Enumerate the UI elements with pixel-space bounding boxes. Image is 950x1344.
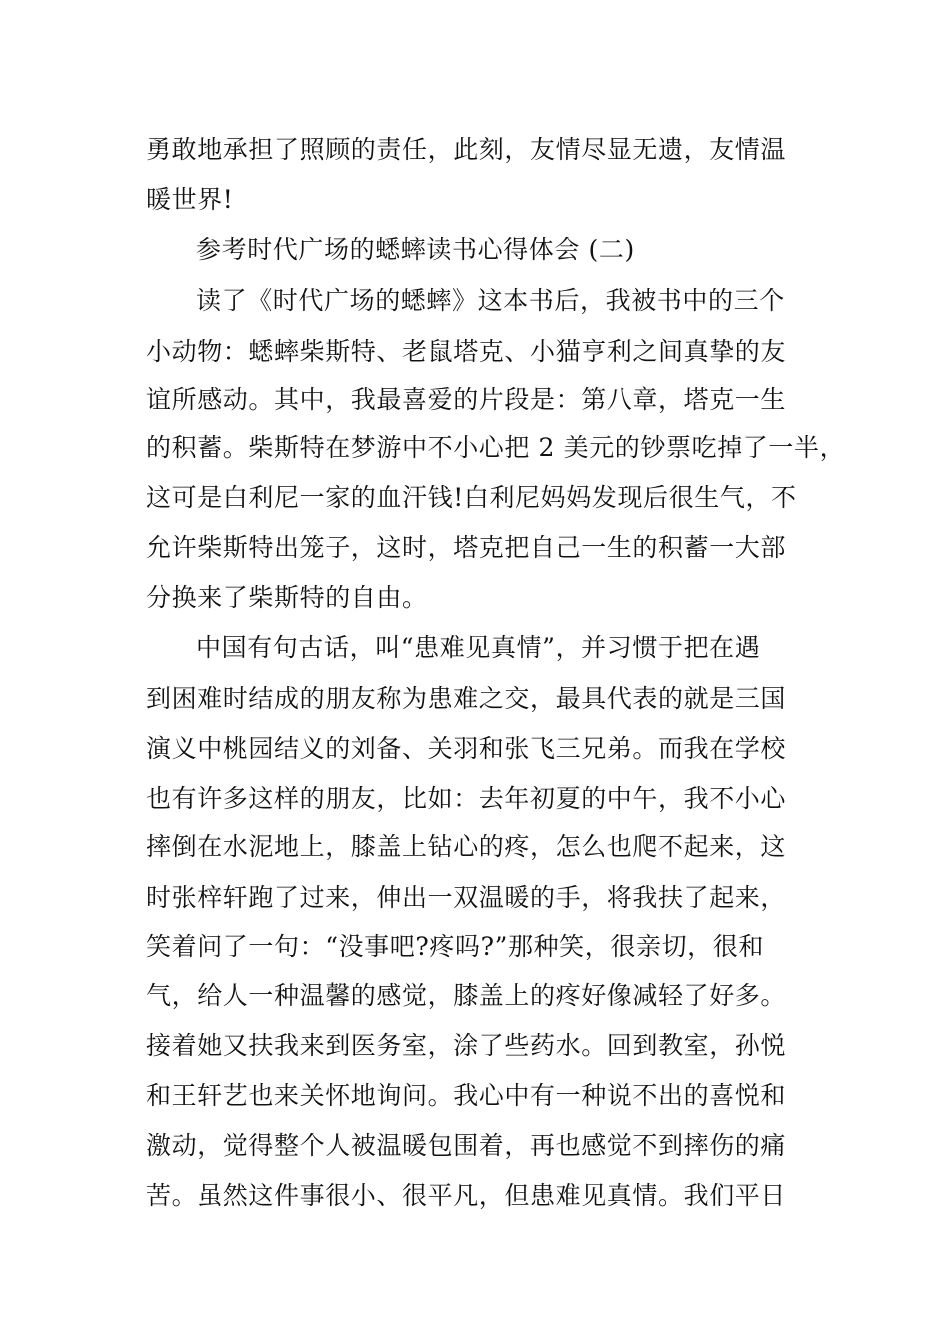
text-line: 摔倒在水泥地上，膝盖上钻心的疼，怎么也爬不起来，这 [146, 832, 787, 861]
text-line: 接着她又扶我来到医务室，涂了些药水。回到教室，孙悦 [146, 1031, 787, 1060]
text-line: 中国有句古话，叫“患难见真情”，并习惯于把在遇 [196, 633, 761, 662]
text-line: 笑着问了一句：“没事吧?疼吗?”那种笑，很亲切，很和 [146, 932, 764, 961]
text-line: 小动物：蟋蟀柴斯特、老鼠塔克、小猫亨利之间真挚的友 [146, 337, 787, 366]
text-line: 分换来了柴斯特的自由。 [146, 583, 428, 612]
text-line: 时张梓轩跑了过来，伸出一双温暖的手，将我扶了起来， [146, 883, 787, 912]
text-line: 苦。虽然这件事很小、很平凡，但患难见真情。我们平日 [146, 1181, 787, 1210]
text-line: 也有许多这样的朋友，比如：去年初夏的中午，我不小心 [146, 784, 787, 813]
text-line: 演义中桃园结义的刘备、关羽和张飞三兄弟。而我在学校 [146, 734, 787, 763]
text-line: 谊所感动。其中，我最喜爱的片段是：第八章，塔克一生 [146, 385, 787, 414]
text-line: 气，给人一种温馨的感觉，膝盖上的疼好像减轻了好多。 [146, 981, 787, 1010]
text-line: 这可是白利尼一家的血汗钱!白利尼妈妈发现后很生气，不 [146, 483, 797, 512]
text-line: 暖世界! [146, 185, 234, 214]
text-line: 勇敢地承担了照顾的责任，此刻，友情尽显无遗，友情温 [146, 135, 787, 164]
section-heading: 参考时代广场的蟋蟀读书心得体会 (二) [196, 235, 635, 264]
text-line: 和王轩艺也来关怀地询问。我心中有一种说不出的喜悦和 [146, 1081, 787, 1110]
text-line: 允许柴斯特出笼子，这时，塔克把自己一生的积蓄一大部 [146, 533, 787, 562]
text-line: 激动，觉得整个人被温暖包围着，再也感觉不到摔伤的痛 [146, 1131, 787, 1160]
text-line: 的积蓄。柴斯特在梦游中不小心把 2 美元的钞票吃掉了一半， [146, 433, 846, 462]
text-line: 读了《时代广场的蟋蟀》这本书后，我被书中的三个 [196, 286, 785, 315]
text-line: 到困难时结成的朋友称为患难之交，最具代表的就是三国 [146, 684, 787, 713]
